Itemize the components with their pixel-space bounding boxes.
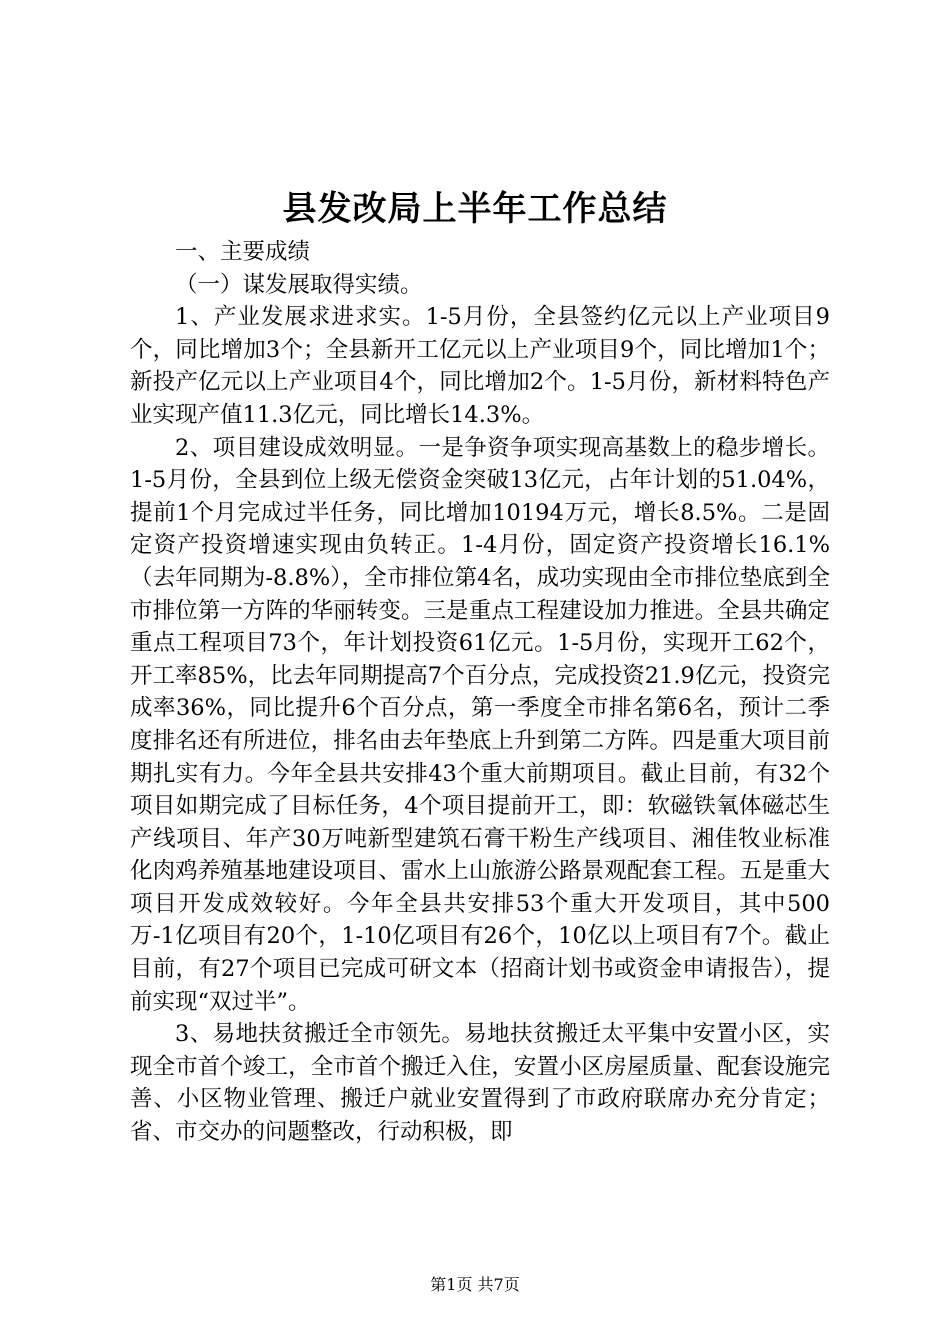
document-title: 县发改局上半年工作总结 (282, 189, 668, 229)
subsection-heading: （一）谋发展取得实绩。 (175, 271, 423, 298)
section-heading: 一、主要成绩 (175, 239, 311, 265)
document-body (130, 236, 830, 1149)
page-footer: 第1页 共7页 (430, 1275, 520, 1294)
paragraph-project-construction: 2、项目建设成效明显。一是争资争项实现高基数上的稳步增长。1-5月份，全县到位上级无偿资金突破13亿元，占年计划的51.04%，提前1个月完成过半任务，同比增加10194万元，增长8.5%。二是固定资产投资增速实现由负转正。1-4月份，固定资产投资增长16.1%（去年同期为-8.8%），全市排位第4名，成功实现由全市排位垫底到全市排位第一方阵的华丽转变。三是重点工程建设加力推进。全县共确定重点工程项目73个，年计划投资61亿元。1-5月份，实现开工62个，开工率85%，比去年同期提高7个百分点，完成投资21.9亿元，投资完成率36%，同比提升6个百分点，第一季度全市排名第6名，预计二季度排名还有所进位，排名由去年垫底上升到第二方阵。四是重大项目前期扎实有力。今年全县共安排43个重大前期项目。截止目前，有32个项目如期完成了目标任务，4个项目提前开工，即：软磁铁氧体磁芯生产线项目、年产30万吨新型建筑石膏干粉生产线项目、湘佳牧业标准化肉鸡养殖基地建设项目、雷水上山旅游公路景观配套工程。五是重大项目开发成效较好。今年全县共安排53个重大开发项目，其中500万-1亿项目有20个，1-10亿项目有26个，10亿以上项目有7个。截止目前，有27个项目已完成可研文本（招商计划书或资金申请报告），提前实现“双过半”。 (130, 434, 830, 1015)
paragraph-poverty-relocation: 3、易地扶贫搬迁全市领先。易地扶贫搬迁太平集中安置小区，实现全市首个竣工，全市首个搬迁入住，安置小区房屋质量、配套设施完善、小区物业管理、搬迁户就业安置得到了市政府联席办充分肯定；省、市交办的问题整改，行动积极，即 (130, 1021, 830, 1146)
paragraph-industry-development: 1、产业发展求进求实。1-5月份，全县签约亿元以上产业项目9个，同比增加3个；全县新开工亿元以上产业项目9个，同比增加1个；新投产亿元以上产业项目4个，同比增加2个。1-5月份，新材料特色产业实现产值11.3亿元，同比增长14.3%。 (130, 304, 830, 428)
